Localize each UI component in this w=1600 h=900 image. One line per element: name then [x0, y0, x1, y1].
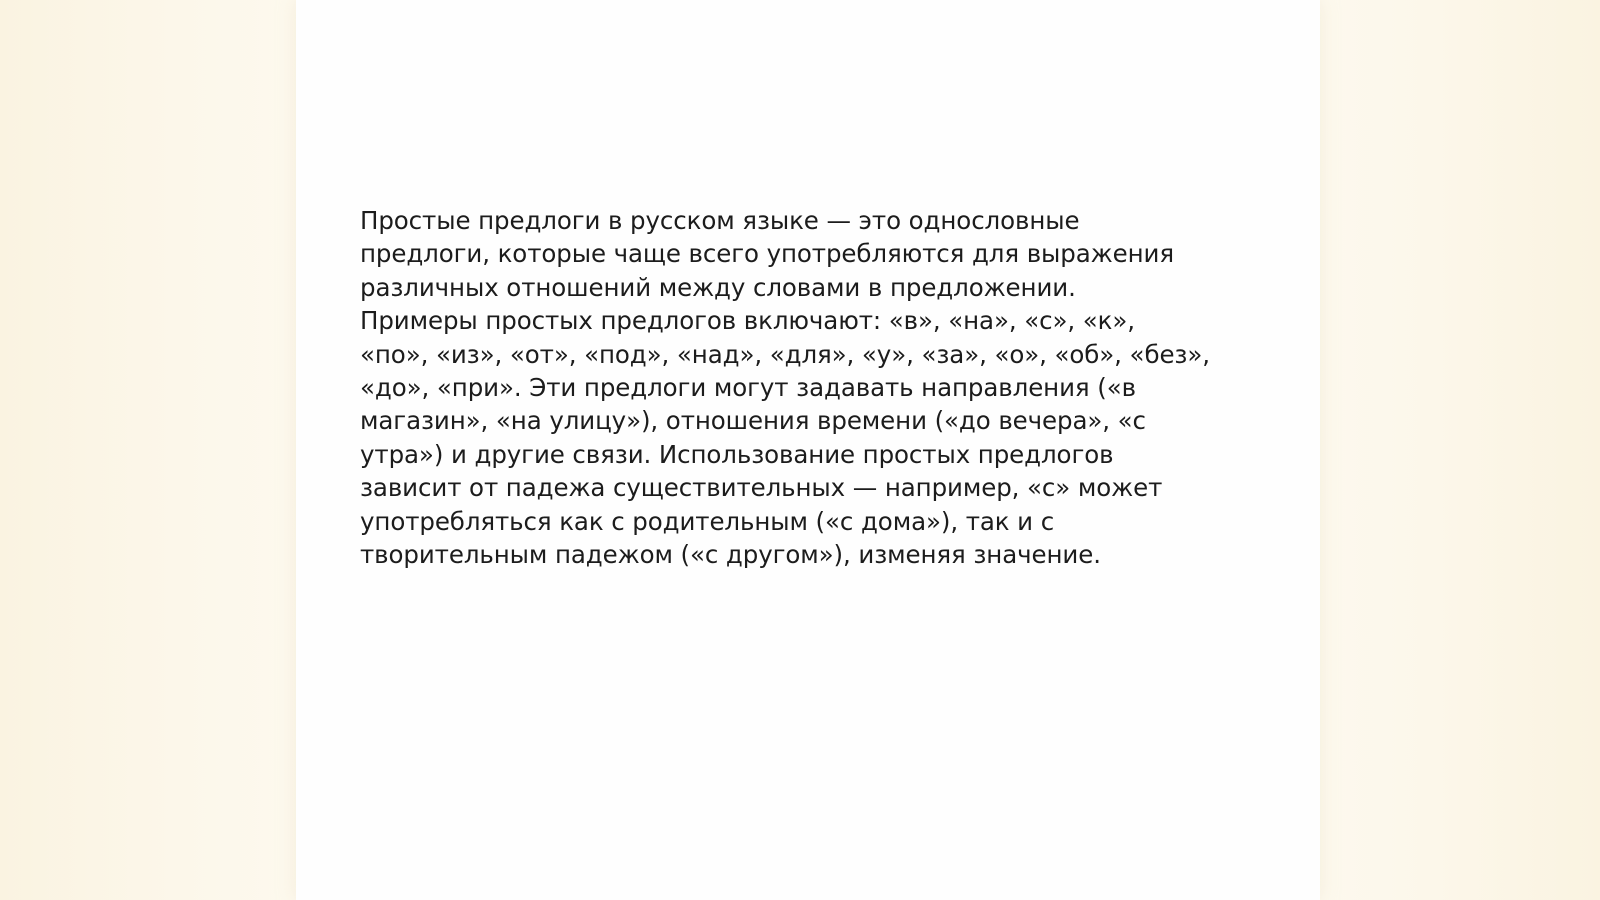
text-line: утра») и другие связи. Использование простых предлогов [360, 439, 1114, 469]
text-line: зависит от падежа существительных — например, «с» может [360, 473, 1163, 503]
text-line: Примеры простых предлогов включают: «в», «на», «с», «к», [360, 306, 1135, 336]
text-line: «по», «из», «от», «под», «над», «для», «у», «за», «о», «об», «без», [360, 339, 1210, 369]
right-margin-background [1320, 0, 1600, 900]
text-line: различных отношений между словами в предложении. [360, 272, 1076, 302]
body-paragraph [360, 204, 1240, 571]
text-line: употребляться как с родительным («с дома»), так и с [360, 506, 1055, 536]
text-line: предлоги, которые чаще всего употребляются для выражения [360, 239, 1174, 269]
text-line: Простые предлоги в русском языке — это однословные [360, 206, 1080, 235]
text-line: магазин», «на улицу»), отношения времени («до вечера», «с [360, 406, 1146, 436]
document-page [296, 0, 1320, 900]
text-line: творительным падежом («с другом»), изменяя значение. [360, 540, 1101, 570]
left-margin-background [0, 0, 296, 900]
text-line: «до», «при». Эти предлоги могут задавать направления («в [360, 373, 1136, 403]
